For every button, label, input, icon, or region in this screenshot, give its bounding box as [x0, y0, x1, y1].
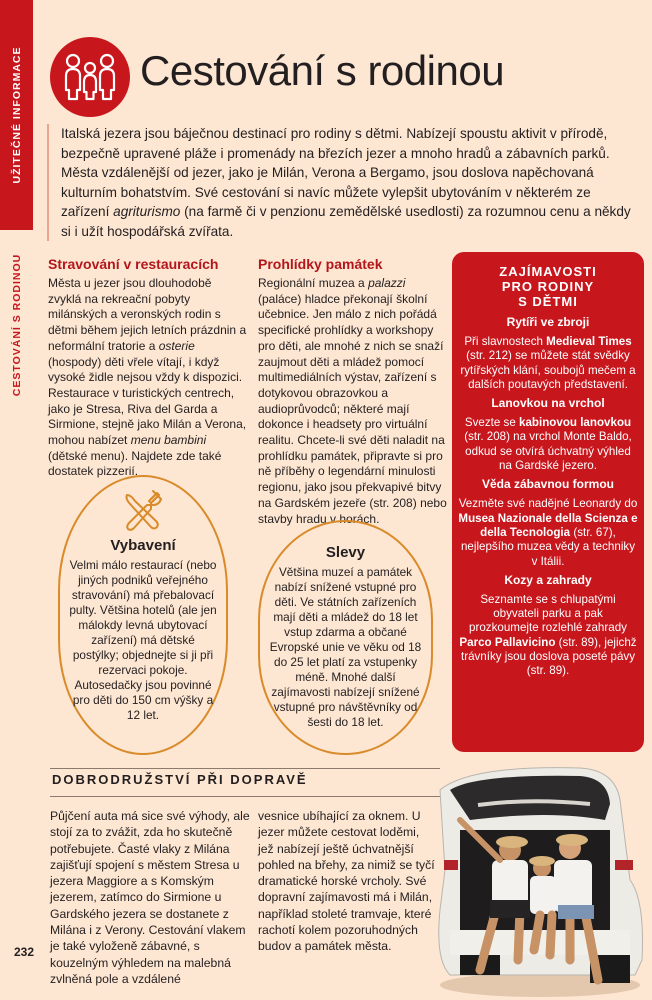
bold-term: kabinovou lanovkou: [519, 416, 632, 430]
attraction-heading: Věda zábavnou formou: [481, 477, 615, 492]
section-tab: [0, 0, 33, 230]
intro-italic-term: agriturismo: [113, 204, 181, 219]
dining-section: [48, 256, 248, 480]
text-run: Vezměte své nadějné Leonardy do: [458, 497, 638, 511]
page-title: Cestování s rodinou: [140, 47, 505, 94]
equipment-oval: [58, 475, 228, 755]
text-run: (dětské menu). Najdete zde také dostatek pizzerií.: [48, 448, 222, 479]
intro-paragraph: [47, 124, 637, 241]
divider-bottom: [50, 796, 440, 797]
intro-text-end: (na farmě či v penzionu zemědělské usedlosti) za rozumnou cenu a někdy si i užít hospodářská zvířata.: [61, 204, 631, 239]
transport-text-col2: vesnice ubíhající za oknem. U jezer můžete cestovat loděmi, jež nabízejí ještě úchvatnější pohled na břehy, za nimiž se tyčí dramatické horské vrcholy. Své dopravní zajímavosti má i Milán, například stoleté tramvaje, které rachotí kolem pozoruhodných budov a památek města.: [258, 809, 435, 954]
chapter-tab: [0, 230, 33, 420]
text-run: Regionální muzea a: [258, 276, 369, 290]
attraction-text: [458, 593, 638, 679]
family-in-car-photo: [430, 760, 652, 1000]
sightseeing-text: [258, 276, 448, 527]
text-run: (str. 67), nejlepšího muzea vědy a techniky v Itálii.: [460, 525, 635, 568]
family-icon: [50, 37, 130, 117]
chapter-tab-label: CESTOVÁNÍ S RODINOU: [10, 253, 23, 397]
section-tab-label: UŽITEČNÉ INFORMACE: [10, 46, 23, 184]
discounts-heading: Slevy: [325, 544, 366, 561]
attraction-text: [458, 416, 638, 473]
page-number: 232: [14, 945, 35, 959]
family-attractions-title: ZAJÍMAVOSTI PRO RODINY S DĚTMI: [499, 264, 597, 309]
bold-term: Musea Nazionale della Scienza e della Tecnologia: [458, 511, 638, 539]
dining-heading: Stravování v restauracích: [48, 256, 219, 272]
attraction-text: [458, 335, 638, 392]
text-run: (paláce) hladce překonají školní učebnice. Jen málo z nich pořádá specifické prohlídky a workshopy pro děti, ale mnohé z nich se snaží zaujmout děti a mládež pomocí multimediálních výstav, zařízení s dotykovou obrazovkou a audioprůvodců; některé mají dokonce i headsety pro virtuální realitu. Chcete-li své děti naladit na prohlídku památek, připravte si pro ně příběhy o legendární minulosti regionu, jako jsou překvapivé bitvy na Gardském jezeře (str. 208) nebo stavby hradu v horách.: [258, 291, 447, 526]
text-run: Při slavnostech: [464, 335, 547, 348]
attraction-heading: Kozy a zahrady: [504, 572, 592, 587]
transport-text-col1: Půjčení auta má sice své výhody, ale stojí za to zvážit, zda ho skutečně potřebujete. Časté vlaky z Milána zajišťují spojení s městem Stresa u jezera Maggiore a s Komským jezerem, zatímco do Sirmione u Gardského jezera se dostanete z Milána i z Verony. Cestování vlakem je také vyloženě zábavné, s kouzelným výhledem na malebná zvlněná pole a vzdálené: [50, 809, 250, 986]
discounts-text: Většina muzeí a památek nabízí snížené vstupné pro děti. Ve státních zařízeních mají děti a mládež do 18 let vstup zdarma a občané Evropské unie ve věku od 18 do 25 let platí za vstupenky méně. Mnohé další zajímavosti nabízejí snížené vstupné pro návštěvníky od šesti do 18 let.: [269, 565, 422, 729]
fork-knife-icon: [121, 489, 165, 533]
italic-term: osterie: [158, 338, 195, 353]
discounts-oval: [258, 520, 433, 755]
bold-term: Parco Pallavicino: [459, 635, 556, 649]
equipment-heading: Vybavení: [110, 537, 176, 554]
attraction-heading: Rytíři ve zbroji: [506, 315, 590, 329]
intro-text: Italská jezera jsou báječnou destinací pro rodiny s dětmi. Nabízejí spoustu aktivit v přírodě, bezpečně upravené pláže i promenády na březích jezer a mnoho hradů a zábavních parků. Města vzdálenější od jezer, jako je Milán, Verona a Bergamo, jsou doslova napěchovaná kulturním bohatstvím. Své cestování si navíc můžete vylepšit ubytováním v některém ze zařízení: [61, 126, 610, 219]
sightseeing-section: [258, 256, 448, 527]
text-run: (str. 89), jejichž trávníky jsou doslova poseté pávy (str. 89).: [460, 635, 637, 678]
sightseeing-heading: Prohlídky památek: [258, 256, 383, 272]
divider-top: [50, 768, 440, 769]
italic-term: palazzi: [368, 276, 406, 290]
text-run: (hospody) děti vřele vítají, i když vysoké židle nejsou vždy k dispozici. Restaurace v turistických centrech, jako je Stresa, Riva del Garda a Sirmione, stejně jako Milán a Verona, mohou nabízet: [48, 354, 247, 448]
transport-heading: DOBRODRUŽSTVÍ PŘI DOPRAVĚ: [52, 772, 308, 787]
bold-term: Medieval Times: [546, 335, 632, 348]
text-run: Svezte se: [464, 416, 520, 430]
attraction-text: [458, 497, 638, 568]
dining-text: [48, 276, 248, 480]
italic-term: menu bambini: [130, 433, 207, 448]
attraction-heading: Lanovkou na vrchol: [491, 396, 605, 411]
family-attractions-box: [452, 252, 644, 752]
text-run: (str. 208) na vrchol Monte Baldo, odkud se otvírá úchvatný výhled na Gardské jezero.: [464, 430, 632, 473]
attraction-list: [458, 315, 638, 679]
text-run: (str. 212) se můžete stát svědky rytířských klání, soubojů mečem a dalších poutavých představení.: [460, 349, 636, 391]
text-run: Seznamte se s chlupatými obyvateli parku a pak prozkoumejte rozlehlé zahrady: [469, 592, 627, 635]
text-run: Města u jezer jsou dlouhodobě zvyklá na rekreační pobyty milánských a veronských rodin s dětmi během jejich letních prázdnin a neformální tratorie a: [48, 276, 247, 353]
equipment-text: Velmi málo restaurací (nebo jiných podniků veřejného stravování) má přebalovací pulty. Většina hotelů (ale jen málokdy levná ubytovací zařízení) má dětské postýlky; objednejte si ji při rezervaci pokoje. Autosedačky jsou povinné pro děti do 150 cm výšky a 12 let.: [69, 558, 217, 722]
